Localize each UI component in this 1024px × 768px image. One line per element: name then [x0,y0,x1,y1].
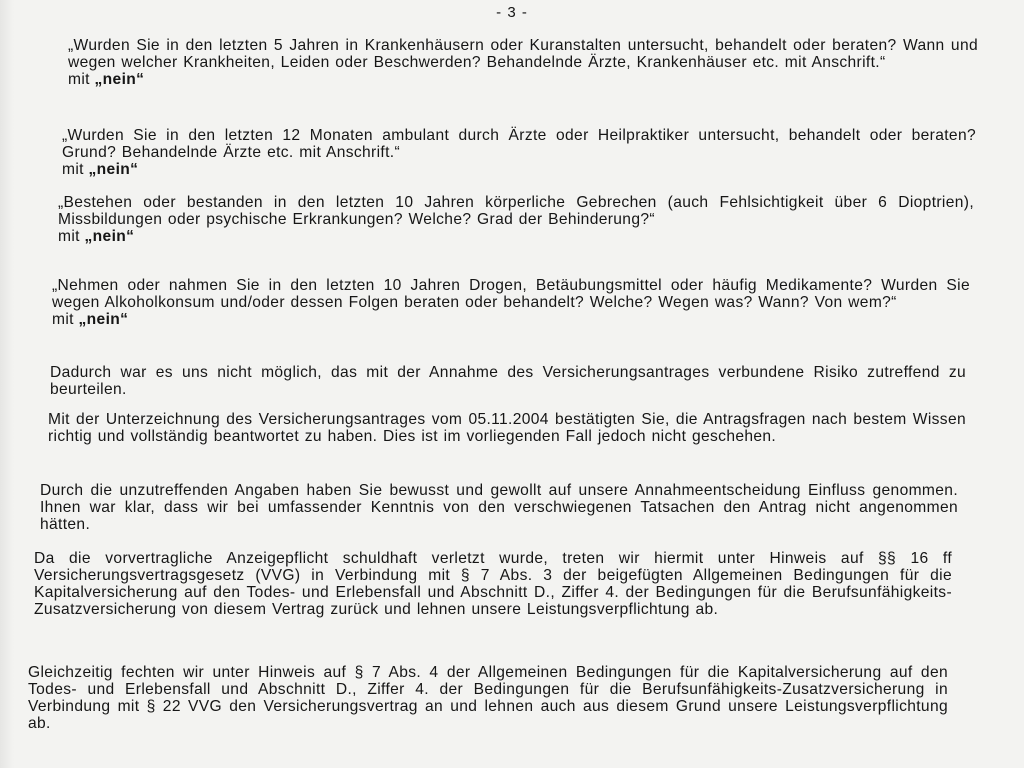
answer-prefix: mit [58,228,85,245]
answer-value: „nein“ [78,311,129,328]
paragraph-application-signature [48,411,966,445]
paragraph-text: Mit der Unterzeichnung des Versicherungsantrages vom 05.11.2004 bestätigten Sie, die Antragsfragen nach bestem Wissen richtig und vollständig beantwortet zu haben. Dies ist im vorliegenden Fall jedoch nicht geschehen. [48,411,966,445]
answer-prefix: mit [52,311,79,328]
scan-edge-shadow [0,0,14,768]
question-text-4: „Nehmen oder nahmen Sie in den letzten 10 Jahren Drogen, Betäubungsmittel oder häufig Medikamente? Wurden Sie wegen Alkoholkonsum und/oder dessen Folgen beraten oder behandelt? Welche? Wegen was? Wann? Von wem?“ [52,277,970,311]
answer-prefix: mit [62,161,89,178]
paragraph-text: Gleichzeitig fechten wir unter Hinweis auf § 7 Abs. 4 der Allgemeinen Bedingungen für die Kapitalversicherung auf den Todes- und Erlebensfall und Abschnitt D., Ziffer 4. der Bedingungen für die Berufsunfähigkeits-Zusatzversicherung in Verbindung mit § 22 VVG den Versicherungsvertrag an und lehnen auch aus diesem Grund unsere Leistungsverpflichtung ab. [28,664,948,732]
paragraph-false-statements [40,482,958,533]
answer-value: „nein“ [84,228,135,245]
paragraph-text: Durch die unzutreffenden Angaben haben Sie bewusst und gewollt auf unsere Annahmeentscheidung Einfluss genommen. Ihnen war klar, dass wir bei umfassender Kenntnis von den verschwiegenen Tatsachen den Antrag nicht angenommen hätten. [40,482,958,533]
question-block-4 [52,277,970,328]
answer-line-4 [52,311,970,328]
question-text-3: „Bestehen oder bestanden in den letzten 10 Jahren körperliche Gebrechen (auch Fehlsichtigkeit über 6 Dioptrien), Missbildungen oder psychische Erkrankungen? Welche? Grad der Behinderung?“ [58,194,974,228]
answer-value: „nein“ [94,71,145,88]
paragraph-text: Dadurch war es uns nicht möglich, das mit der Annahme des Versicherungsantrages verbundene Risiko zutreffend zu beurteilen. [50,364,966,398]
answer-value: „nein“ [88,161,139,178]
paragraph-withdrawal [34,550,952,618]
question-block-3 [58,194,974,245]
answer-prefix: mit [68,71,95,88]
paragraph-contestation [28,664,948,732]
paragraph-risk-assessment [50,364,966,398]
paragraph-text: Da die vorvertragliche Anzeigepflicht schuldhaft verletzt wurde, treten wir hiermit unter Hinweis auf §§ 16 ff Versicherungsvertragsgesetz (VVG) in Verbindung mit § 7 Abs. 3 der beigefügten Allgemeinen Bedingungen für die Kapitalversicherung auf den Todes- und Erlebensfall und Abschnitt D., Ziffer 4. der Bedingungen für die Berufsunfähigkeits-Zusatzversicherung von diesem Vertrag zurück und lehnen unsere Leistungsverpflichtung ab. [34,550,952,618]
question-block-2 [62,127,976,178]
page-number: - 3 - [496,4,528,21]
question-block-1 [68,37,978,88]
question-text-2: „Wurden Sie in den letzten 12 Monaten ambulant durch Ärzte oder Heilpraktiker untersucht, behandelt oder beraten? Grund? Behandelnde Ärzte etc. mit Anschrift.“ [62,127,976,161]
question-text-1: „Wurden Sie in den letzten 5 Jahren in Krankenhäusern oder Kuranstalten untersucht, behandelt oder beraten? Wann und wegen welcher Krankheiten, Leiden oder Beschwerden? Behandelnde Ärzte, Krankenhäuser etc. mit Anschrift.“ [68,37,978,71]
answer-line-3 [58,228,974,245]
answer-line-2 [62,161,976,178]
answer-line-1 [68,71,978,88]
